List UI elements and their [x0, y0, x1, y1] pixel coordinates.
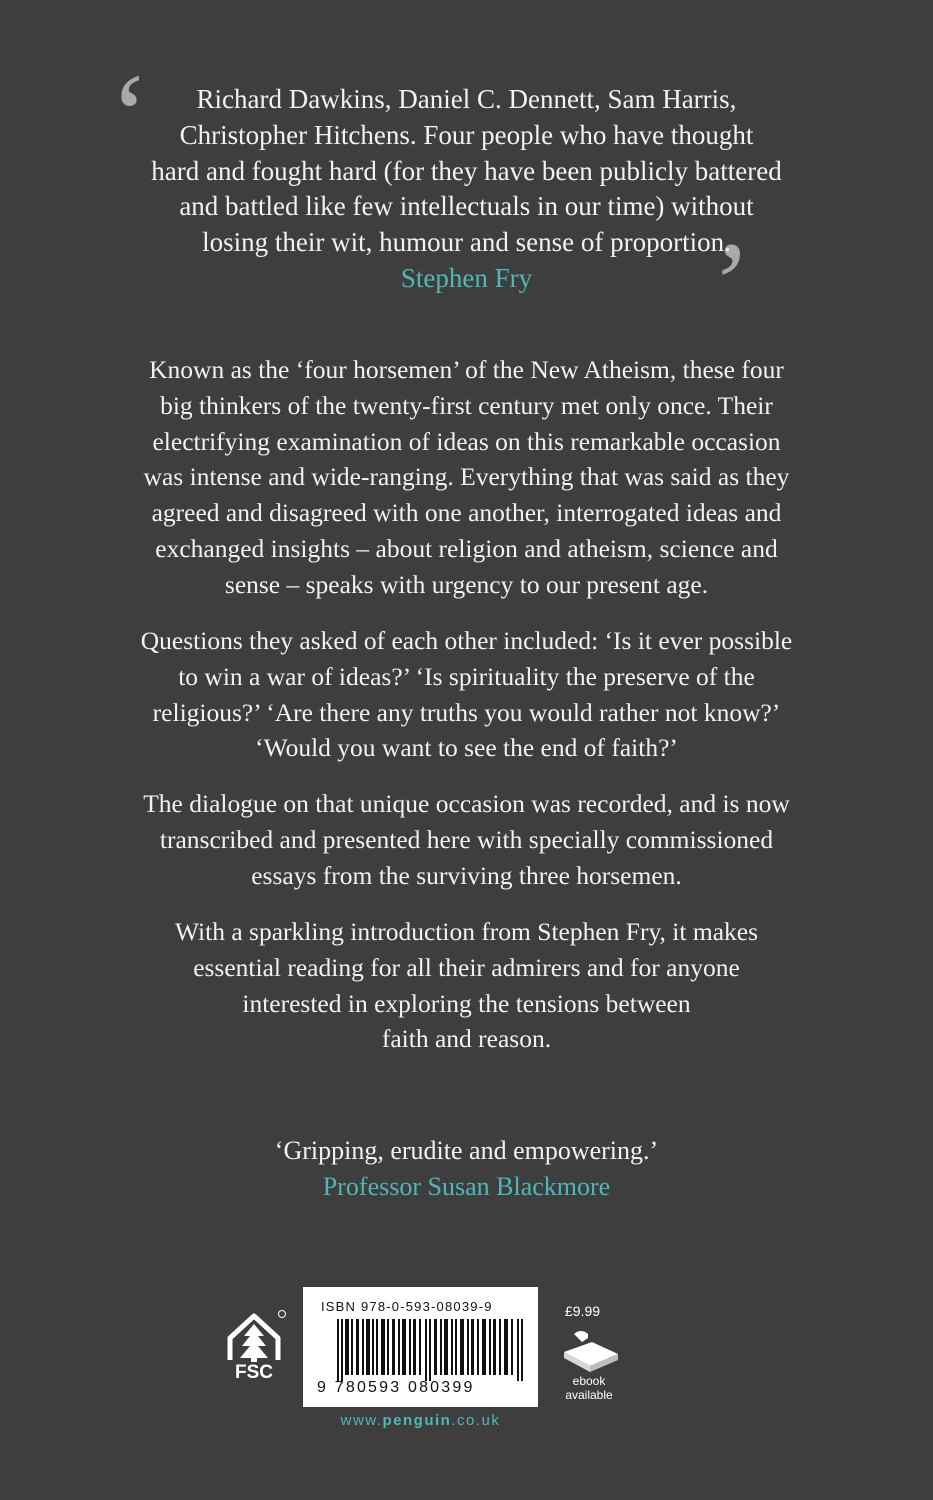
blurb-line: Known as the ‘four horsemen’ of the New Atheism, these four	[149, 355, 784, 384]
review-text: ‘Gripping, erudite and empowering.’	[274, 1136, 659, 1165]
price-label: £9.99	[565, 1303, 601, 1319]
blurb-line: Questions they asked of each other included: ‘Is it ever possible	[140, 626, 793, 655]
blurb-line: transcribed and presented here with specially commissioned	[159, 824, 774, 854]
barcode-panel	[303, 1287, 538, 1407]
quote-line: and battled like few intellectuals in our time) without	[179, 191, 754, 222]
blurb-line: religious?’ ‘Are there any truths you would rather not know?’	[152, 697, 781, 727]
blurb-line: With a sparkling introduction from Stephen Fry, it makes	[174, 917, 758, 946]
blurb-line: agreed and disagreed with one another, interrogated ideas and	[151, 498, 782, 528]
isbn-label: ISBN 978-0-593-08039-9	[321, 1299, 493, 1314]
blurb-line: was intense and wide-ranging. Everything that was said as they	[143, 462, 790, 492]
blurb-line: The dialogue on that unique occasion was recorded, and is now	[143, 789, 790, 818]
isbn-digits: 9 780593 080399	[317, 1379, 475, 1396]
blurb-line: sense – speaks with urgency to our present age.	[224, 569, 709, 599]
fsc-label: FSC	[235, 1362, 273, 1383]
barcode-icon	[337, 1319, 527, 1381]
quote-attribution: Stephen Fry	[400, 262, 533, 293]
blurb-paragraph-2	[90, 623, 843, 766]
ebook-icon	[560, 1328, 620, 1372]
blurb-paragraph-3	[90, 786, 843, 893]
front-quote	[100, 82, 833, 297]
blurb-line: big thinkers of the twenty-first century met only once. Their	[160, 390, 773, 420]
blurb-line: electrifying examination of ideas on this remarkable occasion	[152, 426, 781, 456]
close-quote-icon: ’	[712, 218, 752, 349]
ebook-available-label	[556, 1374, 622, 1402]
blurb-line: exchanged insights – about religion and atheism, science and	[155, 533, 778, 563]
blurb-line: to win a war of ideas?’ ‘Is spirituality the preserve of the	[178, 661, 755, 691]
quote-line: Christopher Hitchens. Four people who have thought	[179, 119, 754, 150]
website-suffix: .co.uk	[451, 1412, 501, 1429]
quote-line: losing their wit, humour and sense of proportion.	[202, 227, 731, 258]
website-prefix: www.	[340, 1412, 383, 1429]
blurb-paragraph-1	[90, 352, 843, 603]
ebook-label-line: ebook	[572, 1374, 606, 1388]
blurb-line: essays from the surviving three horsemen.	[251, 860, 682, 890]
review-attribution: Professor Susan Blackmore	[322, 1172, 611, 1201]
website-brand: penguin	[382, 1412, 452, 1429]
ebook-label-line: available	[565, 1388, 613, 1402]
blurb-line: essential reading for all their admirers and for anyone	[193, 952, 740, 982]
review-quote	[100, 1133, 833, 1205]
blurb-line: ‘Would you want to see the end of faith?’	[255, 733, 678, 763]
quote-line: hard and fought hard (for they have been publicly battered	[151, 155, 782, 186]
website-link[interactable]	[303, 1412, 538, 1429]
open-quote-icon: ‘	[110, 49, 150, 180]
blurb-line: faith and reason.	[381, 1024, 552, 1054]
blurb-line: interested in exploring the tensions between	[242, 988, 691, 1018]
blurb-paragraph-4	[90, 914, 843, 1057]
quote-line: Richard Dawkins, Daniel C. Dennett, Sam Harris,	[196, 84, 737, 114]
